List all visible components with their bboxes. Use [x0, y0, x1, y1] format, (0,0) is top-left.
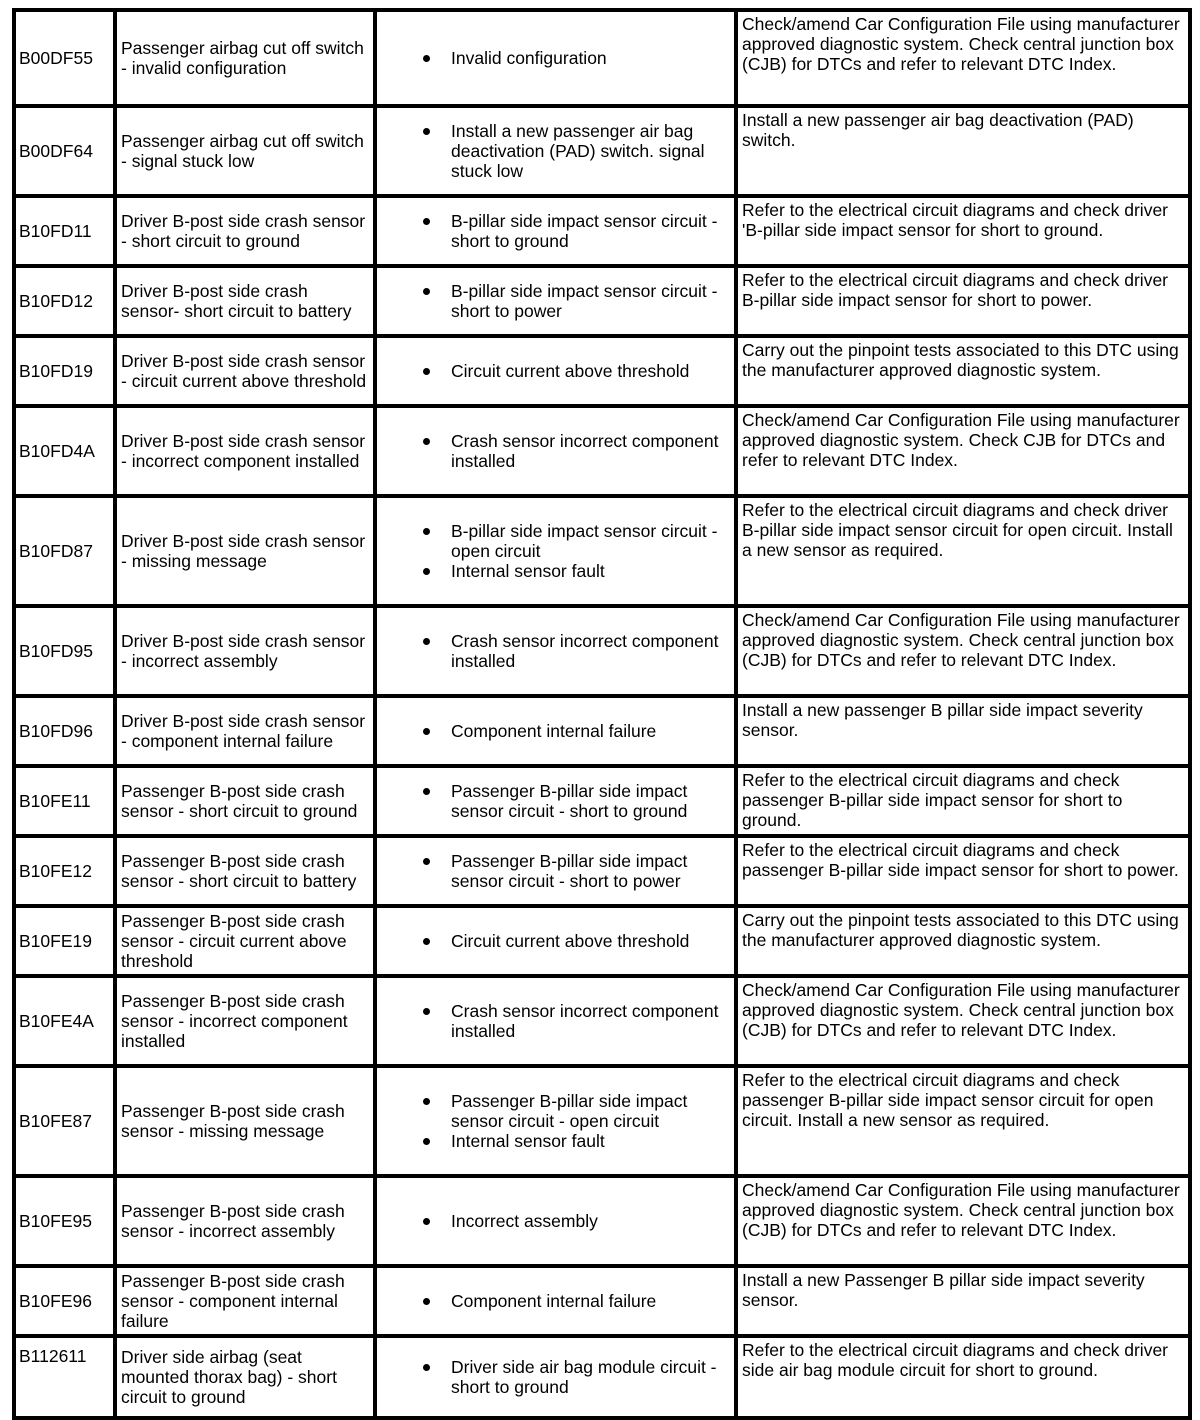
cause-list — [421, 781, 730, 821]
cause-list — [421, 631, 730, 671]
cause-list — [421, 361, 730, 381]
action: Refer to the electrical circuit diagrams and check driver side air bag module circuit for short to ground. — [736, 1336, 1190, 1418]
possible-causes — [375, 766, 736, 836]
cause-item: Crash sensor incorrect component installed — [421, 1001, 730, 1041]
action: Refer to the electrical circuit diagrams and check driver B-pillar side impact sensor circuit for open circuit. Install a new sensor as required. — [736, 496, 1190, 606]
cause-item: B-pillar side impact sensor circuit - short to ground — [421, 211, 730, 251]
cause-list — [421, 431, 730, 471]
cause-item: Component internal failure — [421, 721, 730, 741]
dtc-description: Driver B-post side crash sensor - incorrect assembly — [115, 606, 375, 696]
possible-causes — [375, 1066, 736, 1176]
cause-list — [421, 281, 730, 321]
dtc-code: B00DF64 — [14, 106, 115, 196]
action: Carry out the pinpoint tests associated to this DTC using the manufacturer approved diagnostic system. — [736, 336, 1190, 406]
dtc-description: Driver B-post side crash sensor - circuit current above threshold — [115, 336, 375, 406]
dtc-description: Passenger airbag cut off switch - invalid configuration — [115, 10, 375, 106]
possible-causes — [375, 196, 736, 266]
action: Check/amend Car Configuration File using manufacturer approved diagnostic system. Check central junction box (CJB) for DTCs and refer to relevant DTC Index. — [736, 606, 1190, 696]
table-row — [14, 10, 1190, 106]
cause-list — [421, 1357, 730, 1397]
cause-item: Crash sensor incorrect component installed — [421, 631, 730, 671]
dtc-description: Driver B-post side crash sensor - missing message — [115, 496, 375, 606]
action: Carry out the pinpoint tests associated to this DTC using the manufacturer approved diagnostic system. — [736, 906, 1190, 976]
table-row — [14, 696, 1190, 766]
dtc-description: Passenger B-post side crash sensor - missing message — [115, 1066, 375, 1176]
dtc-code: B10FE96 — [14, 1266, 115, 1336]
dtc-code: B10FD95 — [14, 606, 115, 696]
possible-causes — [375, 976, 736, 1066]
cause-list — [421, 1211, 730, 1231]
table-row — [14, 496, 1190, 606]
action: Check/amend Car Configuration File using manufacturer approved diagnostic system. Check central junction box (CJB) for DTCs and refer to relevant DTC Index. — [736, 976, 1190, 1066]
table-row — [14, 106, 1190, 196]
dtc-code: B10FD19 — [14, 336, 115, 406]
table-row — [14, 406, 1190, 496]
dtc-description: Passenger B-post side crash sensor - component internal failure — [115, 1266, 375, 1336]
cause-item: Circuit current above threshold — [421, 931, 730, 951]
cause-item: Component internal failure — [421, 1291, 730, 1311]
dtc-description: Driver B-post side crash sensor - component internal failure — [115, 696, 375, 766]
dtc-table — [12, 8, 1192, 1420]
dtc-description: Passenger airbag cut off switch - signal stuck low — [115, 106, 375, 196]
cause-list — [421, 931, 730, 951]
cause-item: Driver side air bag module circuit - short to ground — [421, 1357, 730, 1397]
possible-causes — [375, 1336, 736, 1418]
dtc-description: Passenger B-post side crash sensor - incorrect component installed — [115, 976, 375, 1066]
cause-list — [421, 1091, 730, 1151]
table-row — [14, 976, 1190, 1066]
table-row — [14, 1176, 1190, 1266]
table-row — [14, 1336, 1190, 1418]
action: Check/amend Car Configuration File using manufacturer approved diagnostic system. Check CJB for DTCs and refer to relevant DTC Index. — [736, 406, 1190, 496]
dtc-code: B10FD11 — [14, 196, 115, 266]
possible-causes — [375, 10, 736, 106]
possible-causes — [375, 266, 736, 336]
cause-list — [421, 1001, 730, 1041]
cause-item: Passenger B-pillar side impact sensor circuit - short to power — [421, 851, 730, 891]
action: Install a new passenger air bag deactivation (PAD) switch. — [736, 106, 1190, 196]
table-row — [14, 606, 1190, 696]
dtc-description: Driver B-post side crash sensor- short circuit to battery — [115, 266, 375, 336]
dtc-description: Passenger B-post side crash sensor - circuit current above threshold — [115, 906, 375, 976]
table-row — [14, 196, 1190, 266]
possible-causes — [375, 106, 736, 196]
dtc-code: B10FD96 — [14, 696, 115, 766]
cause-list — [421, 211, 730, 251]
cause-item: Internal sensor fault — [421, 1131, 730, 1151]
cause-list — [421, 521, 730, 581]
table-row — [14, 1266, 1190, 1336]
cause-item: Incorrect assembly — [421, 1211, 730, 1231]
dtc-description: Passenger B-post side crash sensor - short circuit to ground — [115, 766, 375, 836]
dtc-code: B10FE4A — [14, 976, 115, 1066]
table-row — [14, 836, 1190, 906]
cause-item: Crash sensor incorrect component installed — [421, 431, 730, 471]
action: Refer to the electrical circuit diagrams and check passenger B-pillar side impact sensor for short to power. — [736, 836, 1190, 906]
dtc-description: Passenger B-post side crash sensor - short circuit to battery — [115, 836, 375, 906]
action: Install a new passenger B pillar side impact severity sensor. — [736, 696, 1190, 766]
possible-causes — [375, 1266, 736, 1336]
table-row — [14, 766, 1190, 836]
action: Check/amend Car Configuration File using manufacturer approved diagnostic system. Check central junction box (CJB) for DTCs and refer to relevant DTC Index. — [736, 1176, 1190, 1266]
action: Check/amend Car Configuration File using manufacturer approved diagnostic system. Check central junction box (CJB) for DTCs and refer to relevant DTC Index. — [736, 10, 1190, 106]
possible-causes — [375, 696, 736, 766]
dtc-description: Driver B-post side crash sensor - short circuit to ground — [115, 196, 375, 266]
dtc-table-body — [14, 10, 1190, 1418]
cause-list — [421, 48, 730, 68]
dtc-description: Driver side airbag (seat mounted thorax bag) - short circuit to ground — [115, 1336, 375, 1418]
possible-causes — [375, 606, 736, 696]
cause-list — [421, 121, 730, 181]
table-row — [14, 1066, 1190, 1176]
cause-item: B-pillar side impact sensor circuit - short to power — [421, 281, 730, 321]
dtc-code: B10FE11 — [14, 766, 115, 836]
dtc-code: B10FD87 — [14, 496, 115, 606]
possible-causes — [375, 1176, 736, 1266]
possible-causes — [375, 496, 736, 606]
possible-causes — [375, 836, 736, 906]
cause-item: Internal sensor fault — [421, 561, 730, 581]
cause-item: Passenger B-pillar side impact sensor circuit - open circuit — [421, 1091, 730, 1131]
action: Install a new Passenger B pillar side impact severity sensor. — [736, 1266, 1190, 1336]
dtc-code: B00DF55 — [14, 10, 115, 106]
dtc-description: Driver B-post side crash sensor - incorrect component installed — [115, 406, 375, 496]
dtc-description: Passenger B-post side crash sensor - incorrect assembly — [115, 1176, 375, 1266]
dtc-code: B10FE19 — [14, 906, 115, 976]
dtc-code: B112611 — [14, 1336, 115, 1418]
action: Refer to the electrical circuit diagrams and check driver B-pillar side impact sensor for short to power. — [736, 266, 1190, 336]
cause-item: Install a new passenger air bag deactivation (PAD) switch. signal stuck low — [421, 121, 730, 181]
table-row — [14, 336, 1190, 406]
dtc-code: B10FE12 — [14, 836, 115, 906]
cause-list — [421, 851, 730, 891]
dtc-code: B10FD4A — [14, 406, 115, 496]
cause-item: Circuit current above threshold — [421, 361, 730, 381]
table-row — [14, 266, 1190, 336]
table-row — [14, 906, 1190, 976]
cause-list — [421, 721, 730, 741]
cause-item: Passenger B-pillar side impact sensor circuit - short to ground — [421, 781, 730, 821]
possible-causes — [375, 906, 736, 976]
dtc-code: B10FE95 — [14, 1176, 115, 1266]
cause-item: B-pillar side impact sensor circuit - open circuit — [421, 521, 730, 561]
possible-causes — [375, 336, 736, 406]
cause-item: Invalid configuration — [421, 48, 730, 68]
dtc-code: B10FE87 — [14, 1066, 115, 1176]
action: Refer to the electrical circuit diagrams and check passenger B-pillar side impact sensor circuit for open circuit. Install a new sensor as required. — [736, 1066, 1190, 1176]
action: Refer to the electrical circuit diagrams and check driver 'B-pillar side impact sensor for short to ground. — [736, 196, 1190, 266]
possible-causes — [375, 406, 736, 496]
dtc-code: B10FD12 — [14, 266, 115, 336]
cause-list — [421, 1291, 730, 1311]
action: Refer to the electrical circuit diagrams and check passenger B-pillar side impact sensor for short to ground. — [736, 766, 1190, 836]
